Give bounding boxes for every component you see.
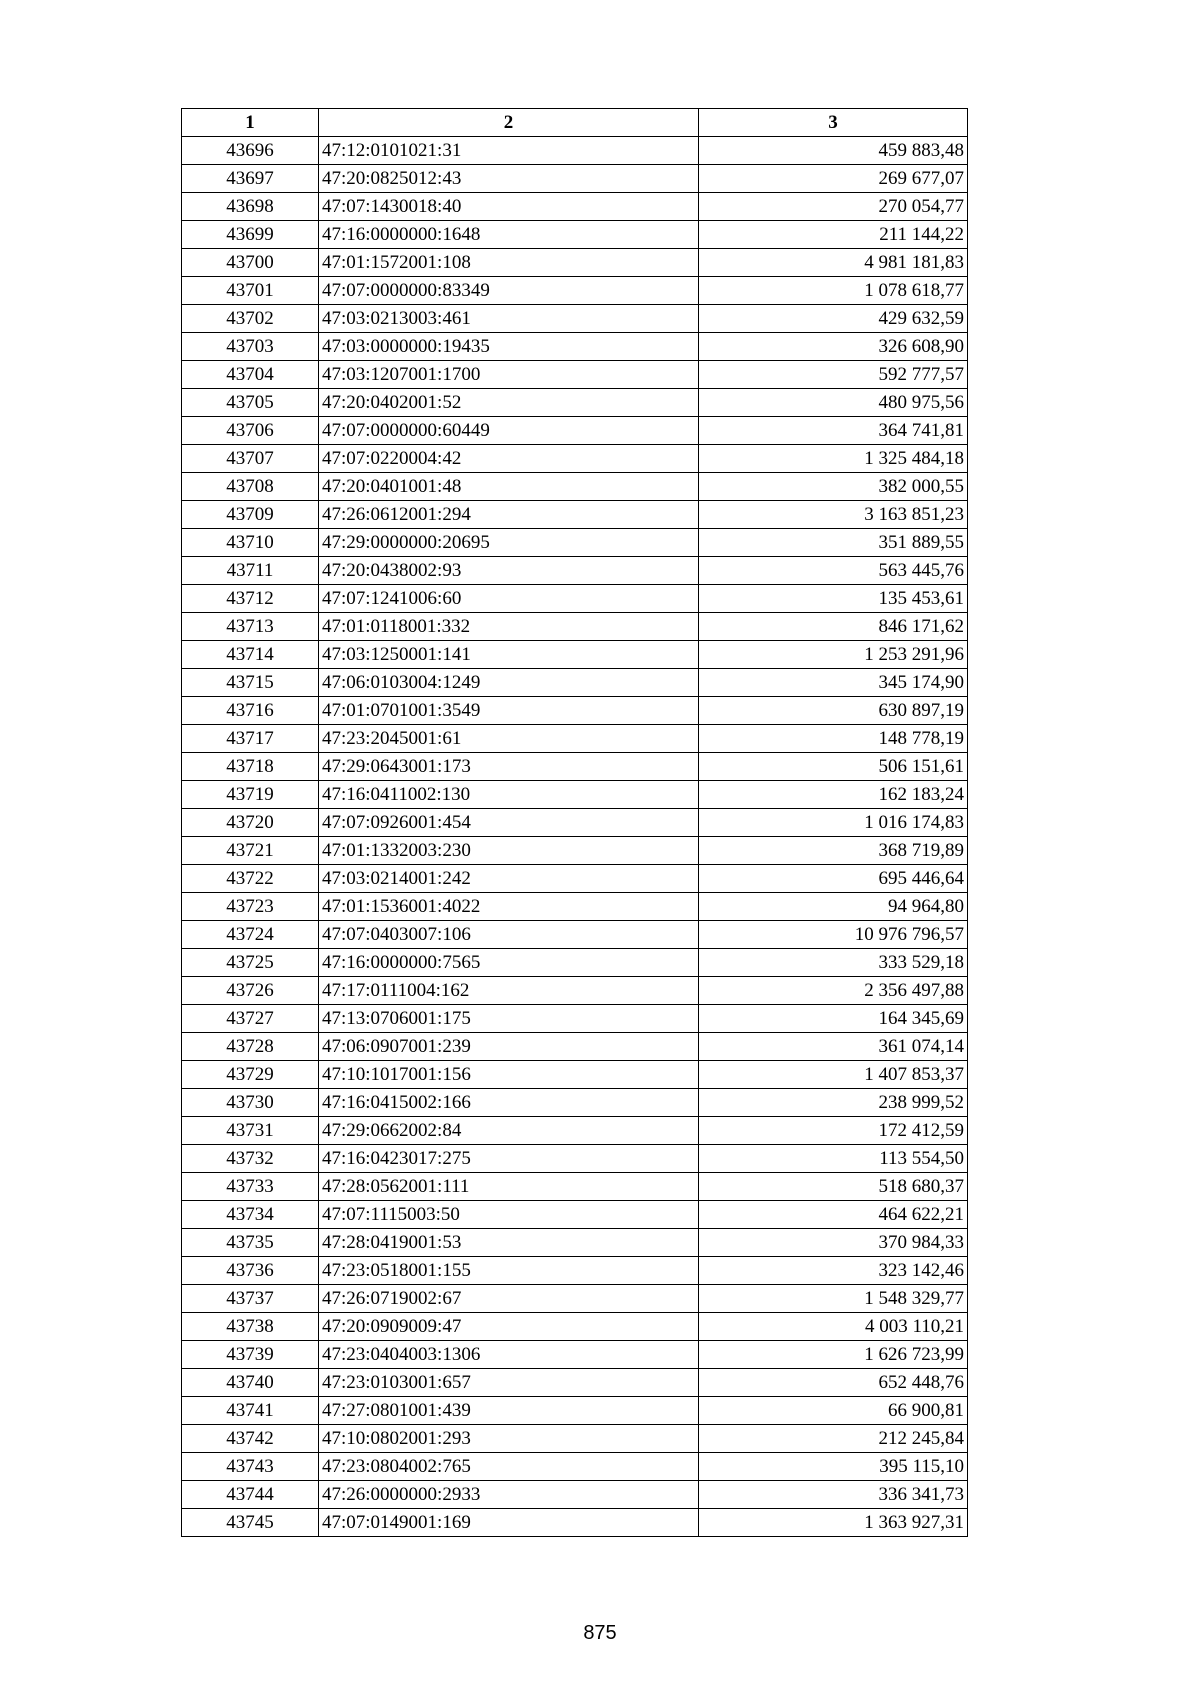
- cadastral-number-cell: 47:07:0000000:83349: [319, 277, 699, 305]
- row-number-cell: 43716: [182, 697, 319, 725]
- cadastral-number-cell: 47:07:0149001:169: [319, 1509, 699, 1537]
- value-cell: 368 719,89: [699, 837, 968, 865]
- cadastral-number-cell: 47:29:0000000:20695: [319, 529, 699, 557]
- row-number-cell: 43699: [182, 221, 319, 249]
- cadastral-number-cell: 47:07:0220004:42: [319, 445, 699, 473]
- cadastral-number-cell: 47:16:0423017:275: [319, 1145, 699, 1173]
- row-number-cell: 43744: [182, 1481, 319, 1509]
- row-number-cell: 43737: [182, 1285, 319, 1313]
- row-number-cell: 43724: [182, 921, 319, 949]
- cadastral-number-cell: 47:07:1115003:50: [319, 1201, 699, 1229]
- table-row: [182, 697, 968, 725]
- value-cell: 351 889,55: [699, 529, 968, 557]
- row-number-cell: 43705: [182, 389, 319, 417]
- row-number-cell: 43708: [182, 473, 319, 501]
- value-cell: 172 412,59: [699, 1117, 968, 1145]
- row-number-cell: 43714: [182, 641, 319, 669]
- row-number-cell: 43717: [182, 725, 319, 753]
- table-row: [182, 165, 968, 193]
- table-row: [182, 221, 968, 249]
- cadastral-number-cell: 47:01:1332003:230: [319, 837, 699, 865]
- table-row: [182, 417, 968, 445]
- cadastral-number-cell: 47:26:0719002:67: [319, 1285, 699, 1313]
- table-row: [182, 893, 968, 921]
- value-cell: 429 632,59: [699, 305, 968, 333]
- row-number-cell: 43715: [182, 669, 319, 697]
- row-number-cell: 43713: [182, 613, 319, 641]
- value-cell: 3 163 851,23: [699, 501, 968, 529]
- value-cell: 370 984,33: [699, 1229, 968, 1257]
- value-cell: 1 363 927,31: [699, 1509, 968, 1537]
- row-number-cell: 43712: [182, 585, 319, 613]
- value-cell: 382 000,55: [699, 473, 968, 501]
- cadastral-number-cell: 47:01:1536001:4022: [319, 893, 699, 921]
- page-number: 875: [583, 1622, 617, 1644]
- cadastral-number-cell: 47:26:0000000:2933: [319, 1481, 699, 1509]
- row-number-cell: 43731: [182, 1117, 319, 1145]
- row-number-cell: 43726: [182, 977, 319, 1005]
- cadastral-number-cell: 47:20:0438002:93: [319, 557, 699, 585]
- table-header: [182, 109, 968, 137]
- header-row: [182, 109, 968, 137]
- value-cell: 518 680,37: [699, 1173, 968, 1201]
- cadastral-number-cell: 47:17:0111004:162: [319, 977, 699, 1005]
- cadastral-number-cell: 47:26:0612001:294: [319, 501, 699, 529]
- cadastral-number-cell: 47:03:0213003:461: [319, 305, 699, 333]
- cadastral-number-cell: 47:03:1250001:141: [319, 641, 699, 669]
- value-cell: 94 964,80: [699, 893, 968, 921]
- cadastral-number-cell: 47:23:0804002:765: [319, 1453, 699, 1481]
- value-cell: 846 171,62: [699, 613, 968, 641]
- value-cell: 1 016 174,83: [699, 809, 968, 837]
- row-number-cell: 43718: [182, 753, 319, 781]
- value-cell: 211 144,22: [699, 221, 968, 249]
- value-cell: 148 778,19: [699, 725, 968, 753]
- table-row: [182, 809, 968, 837]
- cadastral-number-cell: 47:20:0401001:48: [319, 473, 699, 501]
- row-number-cell: 43707: [182, 445, 319, 473]
- cadastral-number-cell: 47:01:1572001:108: [319, 249, 699, 277]
- value-cell: 695 446,64: [699, 865, 968, 893]
- table-row: [182, 445, 968, 473]
- cadastral-number-cell: 47:29:0662002:84: [319, 1117, 699, 1145]
- value-cell: 1 548 329,77: [699, 1285, 968, 1313]
- column-header-2: 2: [319, 109, 699, 137]
- table-row: [182, 305, 968, 333]
- row-number-cell: 43723: [182, 893, 319, 921]
- table-row: [182, 865, 968, 893]
- value-cell: 480 975,56: [699, 389, 968, 417]
- row-number-cell: 43736: [182, 1257, 319, 1285]
- table-body: [182, 137, 968, 1537]
- cadastral-number-cell: 47:03:1207001:1700: [319, 361, 699, 389]
- row-number-cell: 43698: [182, 193, 319, 221]
- table-row: [182, 753, 968, 781]
- table-row: [182, 1145, 968, 1173]
- row-number-cell: 43740: [182, 1369, 319, 1397]
- value-cell: 10 976 796,57: [699, 921, 968, 949]
- cadastral-number-cell: 47:28:0419001:53: [319, 1229, 699, 1257]
- row-number-cell: 43728: [182, 1033, 319, 1061]
- value-cell: 361 074,14: [699, 1033, 968, 1061]
- table-row: [182, 977, 968, 1005]
- row-number-cell: 43721: [182, 837, 319, 865]
- value-cell: 395 115,10: [699, 1453, 968, 1481]
- table-row: [182, 1481, 968, 1509]
- cadastral-number-cell: 47:07:0403007:106: [319, 921, 699, 949]
- cadastral-number-cell: 47:20:0909009:47: [319, 1313, 699, 1341]
- table-row: [182, 557, 968, 585]
- cadastral-number-cell: 47:01:0701001:3549: [319, 697, 699, 725]
- cadastral-number-cell: 47:16:0415002:166: [319, 1089, 699, 1117]
- row-number-cell: 43745: [182, 1509, 319, 1537]
- value-cell: 652 448,76: [699, 1369, 968, 1397]
- table-row: [182, 1257, 968, 1285]
- table-row: [182, 585, 968, 613]
- table-row: [182, 1313, 968, 1341]
- table-row: [182, 501, 968, 529]
- row-number-cell: 43742: [182, 1425, 319, 1453]
- cadastral-number-cell: 47:28:0562001:111: [319, 1173, 699, 1201]
- row-number-cell: 43732: [182, 1145, 319, 1173]
- table-row: [182, 1509, 968, 1537]
- row-number-cell: 43735: [182, 1229, 319, 1257]
- table-row: [182, 1201, 968, 1229]
- row-number-cell: 43706: [182, 417, 319, 445]
- cadastral-number-cell: 47:23:0404003:1306: [319, 1341, 699, 1369]
- cadastral-number-cell: 47:10:0802001:293: [319, 1425, 699, 1453]
- value-cell: 464 622,21: [699, 1201, 968, 1229]
- cadastral-number-cell: 47:13:0706001:175: [319, 1005, 699, 1033]
- cadastral-number-cell: 47:06:0103004:1249: [319, 669, 699, 697]
- value-cell: 592 777,57: [699, 361, 968, 389]
- row-number-cell: 43702: [182, 305, 319, 333]
- cadastral-number-cell: 47:07:1430018:40: [319, 193, 699, 221]
- table-row: [182, 137, 968, 165]
- cadastral-number-cell: 47:03:0000000:19435: [319, 333, 699, 361]
- value-cell: 1 407 853,37: [699, 1061, 968, 1089]
- row-number-cell: 43710: [182, 529, 319, 557]
- table-row: [182, 1005, 968, 1033]
- table-row: [182, 725, 968, 753]
- table-row: [182, 1453, 968, 1481]
- table-row: [182, 837, 968, 865]
- value-cell: 345 174,90: [699, 669, 968, 697]
- table-row: [182, 613, 968, 641]
- table-row: [182, 1089, 968, 1117]
- value-cell: 563 445,76: [699, 557, 968, 585]
- table-row: [182, 333, 968, 361]
- table-row: [182, 921, 968, 949]
- row-number-cell: 43720: [182, 809, 319, 837]
- cadastral-number-cell: 47:16:0411002:130: [319, 781, 699, 809]
- value-cell: 135 453,61: [699, 585, 968, 613]
- column-header-3: 3: [699, 109, 968, 137]
- table-row: [182, 1229, 968, 1257]
- row-number-cell: 43739: [182, 1341, 319, 1369]
- table-row: [182, 1285, 968, 1313]
- value-cell: 630 897,19: [699, 697, 968, 725]
- value-cell: 459 883,48: [699, 137, 968, 165]
- cadastral-number-cell: 47:06:0907001:239: [319, 1033, 699, 1061]
- table-row: [182, 277, 968, 305]
- value-cell: 4 003 110,21: [699, 1313, 968, 1341]
- value-cell: 4 981 181,83: [699, 249, 968, 277]
- row-number-cell: 43701: [182, 277, 319, 305]
- row-number-cell: 43743: [182, 1453, 319, 1481]
- table-row: [182, 1341, 968, 1369]
- value-cell: 326 608,90: [699, 333, 968, 361]
- cadastral-number-cell: 47:23:0518001:155: [319, 1257, 699, 1285]
- cadastral-number-cell: 47:29:0643001:173: [319, 753, 699, 781]
- row-number-cell: 43719: [182, 781, 319, 809]
- value-cell: 66 900,81: [699, 1397, 968, 1425]
- table-row: [182, 949, 968, 977]
- cadastral-number-cell: 47:01:0118001:332: [319, 613, 699, 641]
- registry-table: [181, 108, 968, 1537]
- table-row: [182, 1397, 968, 1425]
- row-number-cell: 43727: [182, 1005, 319, 1033]
- row-number-cell: 43733: [182, 1173, 319, 1201]
- value-cell: 1 325 484,18: [699, 445, 968, 473]
- value-cell: 336 341,73: [699, 1481, 968, 1509]
- row-number-cell: 43704: [182, 361, 319, 389]
- table-row: [182, 1033, 968, 1061]
- row-number-cell: 43696: [182, 137, 319, 165]
- table-row: [182, 473, 968, 501]
- value-cell: 113 554,50: [699, 1145, 968, 1173]
- table-row: [182, 1117, 968, 1145]
- value-cell: 1 253 291,96: [699, 641, 968, 669]
- cadastral-number-cell: 47:27:0801001:439: [319, 1397, 699, 1425]
- table-row: [182, 1061, 968, 1089]
- row-number-cell: 43738: [182, 1313, 319, 1341]
- value-cell: 162 183,24: [699, 781, 968, 809]
- value-cell: 270 054,77: [699, 193, 968, 221]
- cadastral-number-cell: 47:20:0825012:43: [319, 165, 699, 193]
- row-number-cell: 43700: [182, 249, 319, 277]
- value-cell: 2 356 497,88: [699, 977, 968, 1005]
- row-number-cell: 43741: [182, 1397, 319, 1425]
- row-number-cell: 43734: [182, 1201, 319, 1229]
- table-row: [182, 389, 968, 417]
- table-row: [182, 249, 968, 277]
- value-cell: 212 245,84: [699, 1425, 968, 1453]
- row-number-cell: 43709: [182, 501, 319, 529]
- cadastral-number-cell: 47:23:0103001:657: [319, 1369, 699, 1397]
- cadastral-number-cell: 47:23:2045001:61: [319, 725, 699, 753]
- value-cell: 333 529,18: [699, 949, 968, 977]
- table-row: [182, 1425, 968, 1453]
- cadastral-number-cell: 47:16:0000000:1648: [319, 221, 699, 249]
- cadastral-number-cell: 47:20:0402001:52: [319, 389, 699, 417]
- row-number-cell: 43730: [182, 1089, 319, 1117]
- table-row: [182, 1369, 968, 1397]
- value-cell: 238 999,52: [699, 1089, 968, 1117]
- table-row: [182, 529, 968, 557]
- value-cell: 164 345,69: [699, 1005, 968, 1033]
- value-cell: 1 626 723,99: [699, 1341, 968, 1369]
- column-header-1: 1: [182, 109, 319, 137]
- value-cell: 269 677,07: [699, 165, 968, 193]
- value-cell: 323 142,46: [699, 1257, 968, 1285]
- row-number-cell: 43697: [182, 165, 319, 193]
- table-row: [182, 361, 968, 389]
- value-cell: 506 151,61: [699, 753, 968, 781]
- cadastral-number-cell: 47:07:0000000:60449: [319, 417, 699, 445]
- row-number-cell: 43703: [182, 333, 319, 361]
- row-number-cell: 43722: [182, 865, 319, 893]
- cadastral-number-cell: 47:16:0000000:7565: [319, 949, 699, 977]
- table-row: [182, 781, 968, 809]
- cadastral-number-cell: 47:07:0926001:454: [319, 809, 699, 837]
- table-row: [182, 641, 968, 669]
- row-number-cell: 43725: [182, 949, 319, 977]
- row-number-cell: 43711: [182, 557, 319, 585]
- cadastral-number-cell: 47:07:1241006:60: [319, 585, 699, 613]
- table-row: [182, 669, 968, 697]
- table-row: [182, 1173, 968, 1201]
- cadastral-number-cell: 47:03:0214001:242: [319, 865, 699, 893]
- table-row: [182, 193, 968, 221]
- cadastral-number-cell: 47:12:0101021:31: [319, 137, 699, 165]
- value-cell: 364 741,81: [699, 417, 968, 445]
- row-number-cell: 43729: [182, 1061, 319, 1089]
- cadastral-number-cell: 47:10:1017001:156: [319, 1061, 699, 1089]
- value-cell: 1 078 618,77: [699, 277, 968, 305]
